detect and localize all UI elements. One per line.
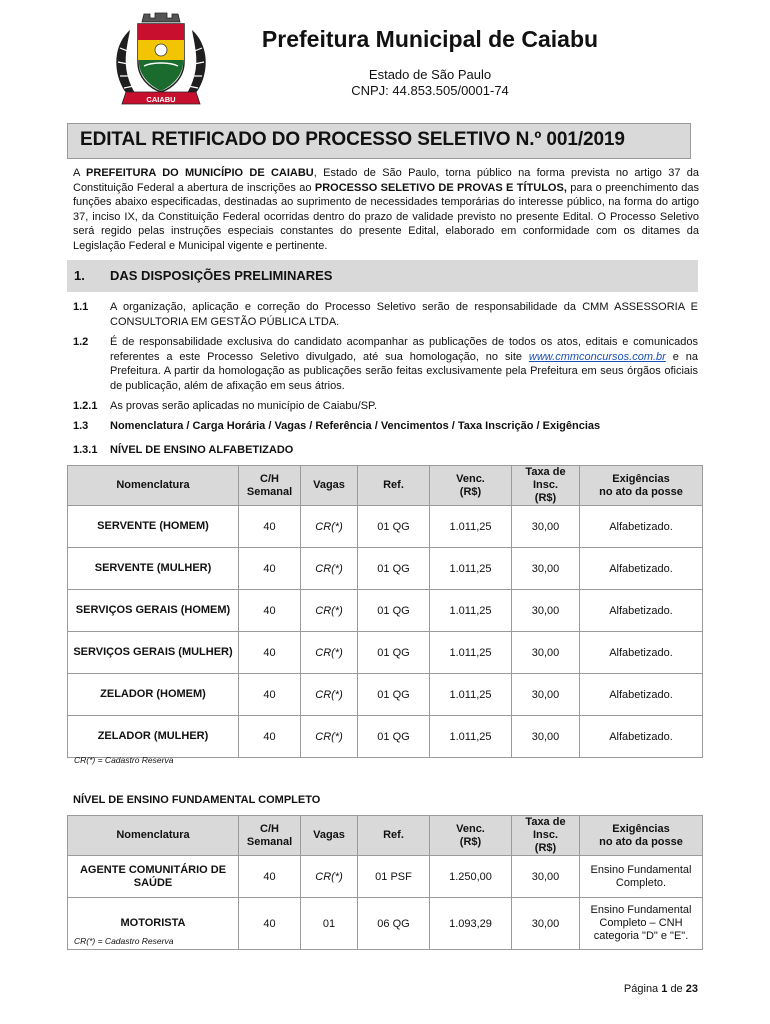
cell-exig: Alfabetizado. [580, 506, 703, 548]
item-number: 1.3.1 [73, 444, 98, 456]
footnote-cadastro-reserva: CR(*) = Cadastro Reserva [74, 755, 174, 765]
cell-ref: 01 QG [358, 674, 430, 716]
col-ch-line: C/H [260, 822, 279, 835]
intro-paragraph [73, 166, 699, 254]
cell-vagas: CR(*) [301, 590, 358, 632]
cell-ref: 01 QG [358, 632, 430, 674]
cell-vagas: CR(*) [301, 856, 358, 898]
edital-title: EDITAL RETIFICADO DO PROCESSO SELETIVO N.º 001/2019 [80, 129, 625, 150]
col-ch [239, 816, 301, 856]
cell-ref: 01 QG [358, 548, 430, 590]
col-venc-line: Venc. [456, 472, 485, 485]
cell-ch: 40 [239, 674, 301, 716]
cell-vagas: CR(*) [301, 674, 358, 716]
cell-venc: 1.011,25 [430, 506, 512, 548]
table-row [68, 548, 703, 590]
cell-vagas: CR(*) [301, 632, 358, 674]
col-venc-line: (R$) [459, 485, 482, 498]
col-exig-line: Exigências [612, 822, 670, 835]
col-taxa-line: Taxa de [525, 816, 566, 828]
item-text-part: e na Prefeitura. A partir da homologação as publicações serão feitas exclusivamente pela Prefeitura em seus órgãos oficiais de publicação, além de afixação em seus átrios. [110, 350, 698, 392]
cell-ch: 40 [239, 548, 301, 590]
col-nomenclatura: Nomenclatura [68, 816, 239, 856]
intro-text: , Estado de São Paulo, torna público na forma prevista no artigo 37 da Constituição Federal a abertura de inscrições ao [73, 167, 699, 194]
page-label: Página [623, 983, 659, 995]
header-subtitle [230, 67, 630, 99]
col-taxa-line: Taxa de [525, 466, 566, 478]
col-taxa [512, 466, 580, 506]
cell-vagas: CR(*) [301, 506, 358, 548]
cell-taxa: 30,00 [512, 590, 580, 632]
col-exig-line: Exigências [612, 472, 670, 485]
item-text: A organização, aplicação e correção do Processo Seletivo serão de responsabilidade da CMM ASSESSORIA E CONSULTORIA EM GESTÃO PÚBLICA LTDA. [110, 301, 698, 328]
cnpj: CNPJ: 44.853.505/0001-74 [351, 83, 509, 98]
cell-name: SERVIÇOS GERAIS (MULHER) [68, 632, 239, 674]
item-number: 1.2.1 [73, 400, 98, 412]
col-vagas: Vagas [301, 816, 358, 856]
col-ch-line: C/H [260, 472, 279, 485]
item-text: As provas serão aplicadas no município de Caiabu/SP. [110, 400, 378, 412]
table-header-row [68, 466, 703, 506]
cell-taxa: 30,00 [512, 856, 580, 898]
cell-name: ZELADOR (HOMEM) [68, 674, 239, 716]
cell-vagas: CR(*) [301, 716, 358, 758]
cell-venc: 1.011,25 [430, 590, 512, 632]
col-exigencias [580, 466, 703, 506]
cell-venc: 1.011,25 [430, 716, 512, 758]
cell-name: SERVENTE (MULHER) [68, 548, 239, 590]
col-taxa-line: Insc. [532, 479, 559, 491]
table-row [68, 674, 703, 716]
intro-text: A [73, 167, 87, 179]
cell-ref: 01 QG [358, 716, 430, 758]
cell-name: SERVENTE (HOMEM) [68, 506, 239, 548]
item-number: 1.2 [73, 336, 89, 348]
item-text-part: É de responsabilidade exclusiva do candidato acompanhar as publicações de todos os atos, editais e comunicados referentes a este Processo Seletivo divulgado, até sua homologação, no site [110, 336, 698, 363]
level-heading-alfabetizado: NÍVEL DE ENSINO ALFABETIZADO [110, 444, 294, 456]
cell-exig: Alfabetizado. [580, 632, 703, 674]
cell-ch: 40 [239, 898, 301, 950]
state-name: Estado de São Paulo [368, 67, 492, 82]
col-ref: Ref. [358, 466, 430, 506]
col-ch-line: Semanal [246, 485, 293, 498]
table-header-row [68, 816, 703, 856]
cell-taxa: 30,00 [512, 548, 580, 590]
cell-name: MOTORISTA [68, 898, 239, 950]
cell-exig: Ensino Fundamental Completo – CNH categoria "D" e "E". [580, 898, 703, 950]
cell-name: AGENTE COMUNITÁRIO DE SAÚDE [68, 856, 239, 898]
page-current: 1 [661, 983, 668, 995]
cell-exig: Alfabetizado. [580, 590, 703, 632]
mural-crown [142, 13, 180, 22]
cell-ch: 40 [239, 716, 301, 758]
table-row [68, 856, 703, 898]
cell-venc: 1.011,25 [430, 632, 512, 674]
cell-vagas: 01 [301, 898, 358, 950]
cell-taxa: 30,00 [512, 632, 580, 674]
cell-ref: 01 QG [358, 590, 430, 632]
cell-exig: Alfabetizado. [580, 548, 703, 590]
cell-taxa: 30,00 [512, 506, 580, 548]
col-exigencias [580, 816, 703, 856]
crest-label: CAIABU [146, 95, 176, 104]
cell-taxa: 30,00 [512, 674, 580, 716]
cell-ref: 01 QG [358, 506, 430, 548]
col-taxa-line: Insc. [532, 829, 559, 841]
cell-venc: 1.093,29 [430, 898, 512, 950]
intro-text: para o preenchimento das funções abaixo especificadas, destinadas ao suprimento de necessidades temporárias do interesse público, na forma do artigo 37, inciso IX, da Constituição Federal ocorridas dentro do prazo de validade previsto no presente Edital. O Processo Seletivo será regido pelas instruções especiais constantes do presente Edital, elaborado em conformidade com os ditames da Legislação Federal e Municipal vigente e pertinente. [73, 181, 699, 252]
col-vagas: Vagas [301, 466, 358, 506]
col-ch-line: Semanal [246, 835, 293, 848]
cell-name: SERVIÇOS GERAIS (HOMEM) [68, 590, 239, 632]
cell-ref: 06 QG [358, 898, 430, 950]
level-heading-fundamental: NÍVEL DE ENSINO FUNDAMENTAL COMPLETO [73, 794, 321, 806]
page-number [624, 983, 698, 995]
col-exig-line: no ato da posse [599, 835, 683, 848]
intro-bold-process: PROCESSO SELETIVO DE PROVAS E TÍTULOS, [314, 181, 567, 194]
table-row [68, 590, 703, 632]
cell-exig: Ensino Fundamental Completo. [580, 856, 703, 898]
cell-name: ZELADOR (MULHER) [68, 716, 239, 758]
cell-ref: 01 PSF [358, 856, 430, 898]
col-venc-line: Venc. [456, 822, 485, 835]
cell-ch: 40 [239, 632, 301, 674]
col-venc [430, 816, 512, 856]
table-row [68, 632, 703, 674]
jobs-table-fundamental [67, 815, 703, 950]
cell-venc: 1.011,25 [430, 548, 512, 590]
table-row [68, 716, 703, 758]
col-taxa-line: (R$) [534, 492, 557, 504]
col-nomenclatura: Nomenclatura [68, 466, 239, 506]
table-row [68, 506, 703, 548]
col-taxa-line: (R$) [534, 842, 557, 854]
cell-vagas: CR(*) [301, 548, 358, 590]
col-venc-line: (R$) [459, 835, 482, 848]
item-text: Nomenclatura / Carga Horária / Vagas / Referência / Vencimentos / Taxa Inscrição / Exigências [110, 420, 601, 432]
cell-ch: 40 [239, 590, 301, 632]
jobs-table-alfabetizado [67, 465, 703, 758]
cell-ch: 40 [239, 856, 301, 898]
section-title: DAS DISPOSIÇÕES PRELIMINARES [110, 268, 333, 283]
item-number: 1.1 [73, 301, 89, 313]
cell-venc: 1.011,25 [430, 674, 512, 716]
intro-bold-municipality: PREFEITURA DO MUNICÍPIO DE CAIABU [86, 167, 314, 179]
col-ref: Ref. [358, 816, 430, 856]
cell-taxa: 30,00 [512, 716, 580, 758]
municipal-coat-of-arms [108, 12, 214, 110]
section-number: 1. [74, 268, 85, 283]
page-sep: de [670, 983, 683, 995]
col-ch [239, 466, 301, 506]
page-title: Prefeitura Municipal de Caiabu [261, 26, 599, 52]
page-total: 23 [685, 983, 698, 995]
footnote-cadastro-reserva: CR(*) = Cadastro Reserva [74, 936, 174, 946]
cell-taxa: 30,00 [512, 898, 580, 950]
cell-exig: Alfabetizado. [580, 674, 703, 716]
col-venc [430, 466, 512, 506]
item-text [110, 335, 698, 393]
cell-ch: 40 [239, 506, 301, 548]
cmm-website-link[interactable]: www.cmmconcursos.com.br [528, 350, 666, 363]
cell-exig: Alfabetizado. [580, 716, 703, 758]
cell-venc: 1.250,00 [430, 856, 512, 898]
col-taxa [512, 816, 580, 856]
item-number: 1.3 [73, 420, 89, 432]
col-exig-line: no ato da posse [599, 485, 683, 498]
